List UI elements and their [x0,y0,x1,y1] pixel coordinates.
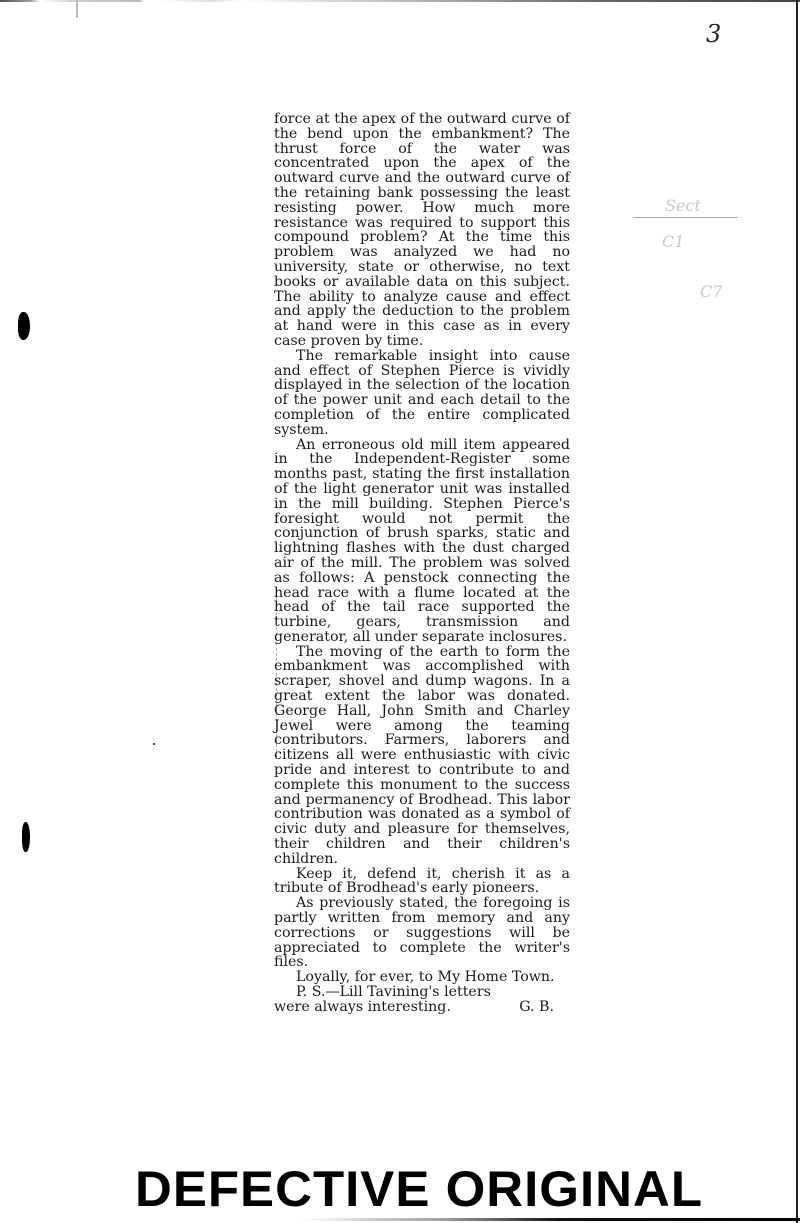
paragraph: Keep it, defend it, cherish it as a tribute of Brodhead's early pioneers. [274,865,570,897]
paragraph: Loyally, for ever, to My Home Town. [296,969,555,986]
closing-text: were always interesting. [274,998,451,1015]
binding-hole-mark [18,312,30,340]
pencil-note: Sect [665,196,701,215]
closing-line [274,1000,570,1015]
paragraph: P. S.—Lill Tavining's letters [296,984,491,1001]
paragraph: The remarkable insight into cause and effect of Stephen Pierce is vividly displayed in the selection of the location of the power unit and each detail to the completion of the entire complicated system. [274,347,570,438]
speck [153,743,155,745]
page-number: 3 [706,20,722,48]
binding-hole-mark [22,822,30,852]
pencil-note: C7 [700,282,723,301]
scan-bottom-edge [300,1218,800,1221]
paragraph: force at the apex of the outward curve of the bend upon the embankment? The thrust force of the water was concentrated upon the apex of the outward curve and the outward curve of the retaining bank possessing the least resisting power. How much more resistance was required to support this compound problem? At the time this problem was analyzed we had no university, state or otherwise, no text books or available data on this subject. The ability to analyze cause and effect and apply the deduction to the problem at hand were in this case as in every case proven by time. [274,111,570,349]
paragraph: As previously stated, the foregoing is partly written from memory and any corrections or suggestions will be appreciated to complete the writer's files. [274,895,570,971]
signature: G. B. [519,998,554,1015]
paragraph: The moving of the earth to form the embankment was accomplished with scraper, shovel and dump wagons. In a great extent the labor was donated. George Hall, John Smith and Charley Jewel were among the teaming contributors. Farmers, laborers and citizens all were enthusiastic with civic pride and interest to contribute to and complete this monument to the success and permanency of Brodhead. This labor contribution was donated as a symbol of civic duty and pleasure for themselves, their children and their children's children. [274,643,570,867]
scan-top-edge [0,0,800,2]
article-column [274,112,570,1015]
pencil-underline [633,217,738,218]
paragraph: An erroneous old mill item appeared in the Independent-Register some months past, stating the first installation of the light generator unit was installed in the mill building. Stephen Pierce's foresight would not permit the conjunction of brush sparks, static and lightning flashes with the dust charged air of the mill. The problem was solved as follows: A penstock connecting the head race with a flume located at the head of the tail race supported the turbine, gears, transmission and generator, all under separate inclosures. [274,436,570,645]
pencil-note: C1 [662,232,685,251]
scan-right-edge [796,0,798,1223]
defective-original-stamp: DEFECTIVE ORIGINAL [135,1161,704,1217]
crop-mark [76,0,78,18]
